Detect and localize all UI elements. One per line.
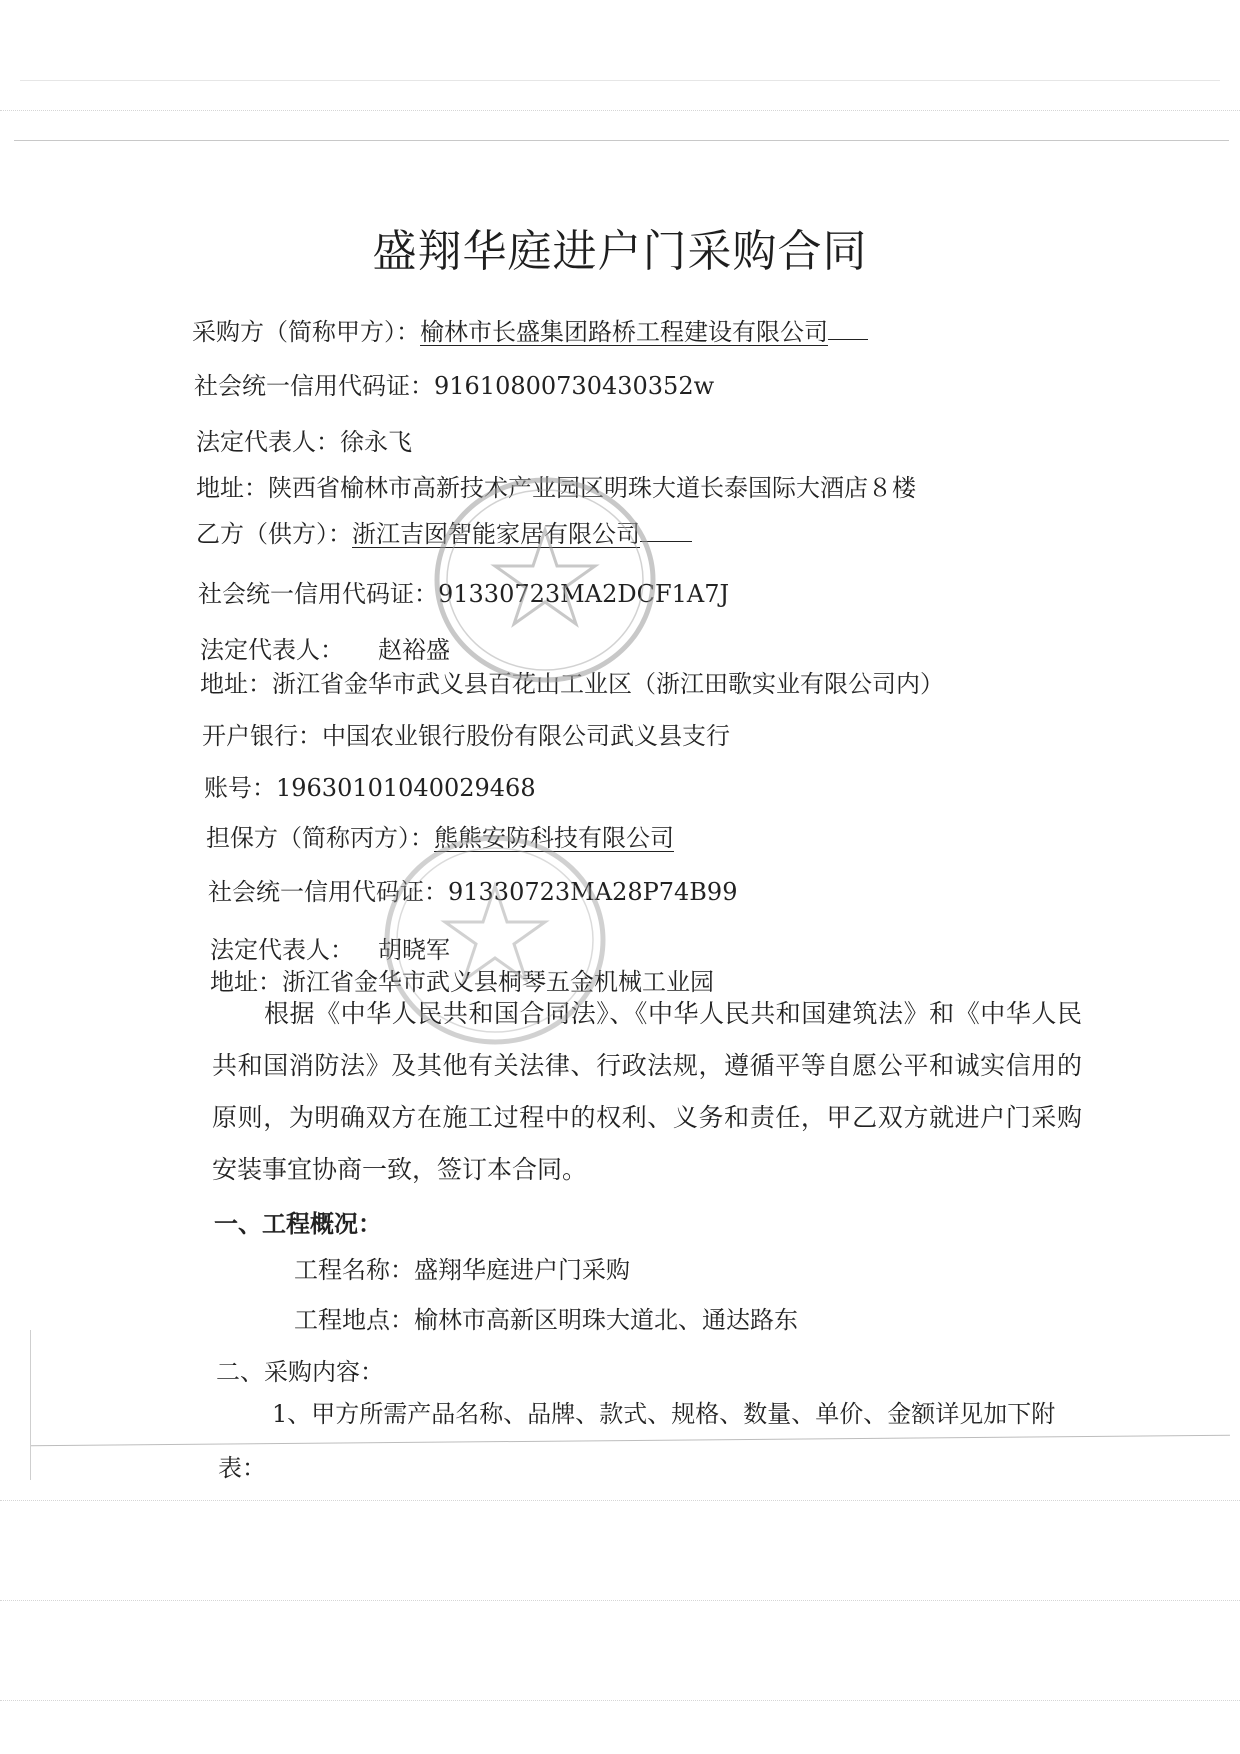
project-location-label: 工程地点：	[294, 1306, 414, 1334]
party-c-credit-label: 社会统一信用代码证：	[208, 878, 448, 906]
party-b-rep-line	[200, 630, 450, 665]
scan-dots	[0, 1500, 1240, 1501]
section2-heading: 二、采购内容：	[216, 1358, 384, 1386]
party-c-line	[206, 818, 674, 853]
scan-dots	[0, 1700, 1240, 1701]
party-a-credit-line	[194, 366, 714, 401]
party-c-name: 熊熊安防科技有限公司	[434, 824, 674, 852]
party-a-address-label: 地址：	[196, 474, 268, 502]
party-b-bank-label: 开户银行：	[202, 722, 322, 750]
party-b-account-line	[204, 768, 536, 803]
party-b-address-line	[200, 664, 944, 699]
party-b-rep-label: 法定代表人：	[200, 636, 344, 664]
scan-dots	[0, 1600, 1240, 1601]
party-c-label: 担保方（简称丙方）：	[206, 824, 434, 852]
party-b-bank-line	[202, 716, 730, 751]
scan-line	[20, 80, 1220, 81]
scan-line	[14, 140, 1229, 141]
section1-heading: 一、工程概况：	[214, 1209, 382, 1238]
party-a-rep: 徐永飞	[340, 428, 412, 456]
underline-pad	[828, 317, 868, 340]
party-a-credit-label: 社会统一信用代码证：	[194, 372, 434, 400]
party-a-address: 陕西省榆林市高新技术产业园区明珠大道长泰国际大酒店８楼	[268, 474, 916, 502]
party-c-credit-line	[208, 872, 737, 907]
party-a-label: 采购方（简称甲方）：	[192, 318, 420, 346]
party-b-credit-label: 社会统一信用代码证：	[198, 580, 438, 608]
scan-dots	[0, 110, 1240, 111]
project-name-label: 工程名称：	[294, 1256, 414, 1284]
party-b-rep: 赵裕盛	[378, 636, 450, 664]
party-b-account-label: 账号：	[204, 774, 276, 802]
party-a-name: 榆林市长盛集团路桥工程建设有限公司	[420, 318, 828, 346]
scan-line	[30, 1435, 1230, 1446]
party-b-credit-code: 91330723MA2DCF1A7J	[438, 580, 730, 608]
party-b-name: 浙江吉囡智能家居有限公司	[352, 520, 640, 548]
party-c-address-label: 地址：	[210, 968, 282, 996]
underline-pad	[640, 519, 692, 542]
project-name-line	[294, 1250, 630, 1285]
party-b-bank: 中国农业银行股份有限公司武义县支行	[322, 722, 730, 750]
party-c-address: 浙江省金华市武义县桐琴五金机械工业园	[282, 968, 714, 996]
project-location-line	[294, 1300, 798, 1335]
party-a-rep-label: 法定代表人：	[196, 428, 340, 456]
section2-item1: 1、甲方所需产品名称、品牌、款式、规格、数量、单价、金额详见加下附	[272, 1400, 1056, 1428]
party-c-credit-code: 91330723MA28P74B99	[448, 878, 738, 906]
party-c-rep-label: 法定代表人：	[210, 936, 354, 964]
project-location: 榆林市高新区明珠大道北、通达路东	[414, 1306, 798, 1334]
party-a-line	[192, 312, 868, 347]
party-a-address-line	[196, 468, 916, 503]
preamble-paragraph: 根据《中华人民共和国合同法》、《中华人民共和国建筑法》和《中华人民共和国消防法》及其他有关法律、行政法规，遵循平等自愿公平和诚实信用的原则，为明确双方在施工过程中的权利、义务和责任，甲乙双方就进户门采购安装事宜协商一致，签订本合同。	[212, 999, 1082, 1184]
party-b-account: 19630101040029468	[276, 774, 536, 802]
scan-edge	[30, 1330, 31, 1480]
party-b-address: 浙江省金华市武义县百花山工业区（浙江田歌实业有限公司内）	[272, 670, 944, 698]
party-b-label: 乙方（供方）：	[196, 520, 352, 548]
party-c-rep-line	[210, 930, 450, 965]
document-title: 盛翔华庭进户门采购合同	[372, 226, 868, 277]
party-b-credit-line	[198, 574, 729, 609]
party-b-address-label: 地址：	[200, 670, 272, 698]
party-a-rep-line	[196, 422, 412, 457]
party-a-credit-code: 91610800730430352w	[434, 372, 715, 400]
project-name: 盛翔华庭进户门采购	[414, 1256, 630, 1284]
party-c-rep: 胡晓军	[378, 936, 450, 964]
party-b-line	[196, 514, 692, 549]
section2-item1-cont: 表：	[218, 1454, 266, 1482]
